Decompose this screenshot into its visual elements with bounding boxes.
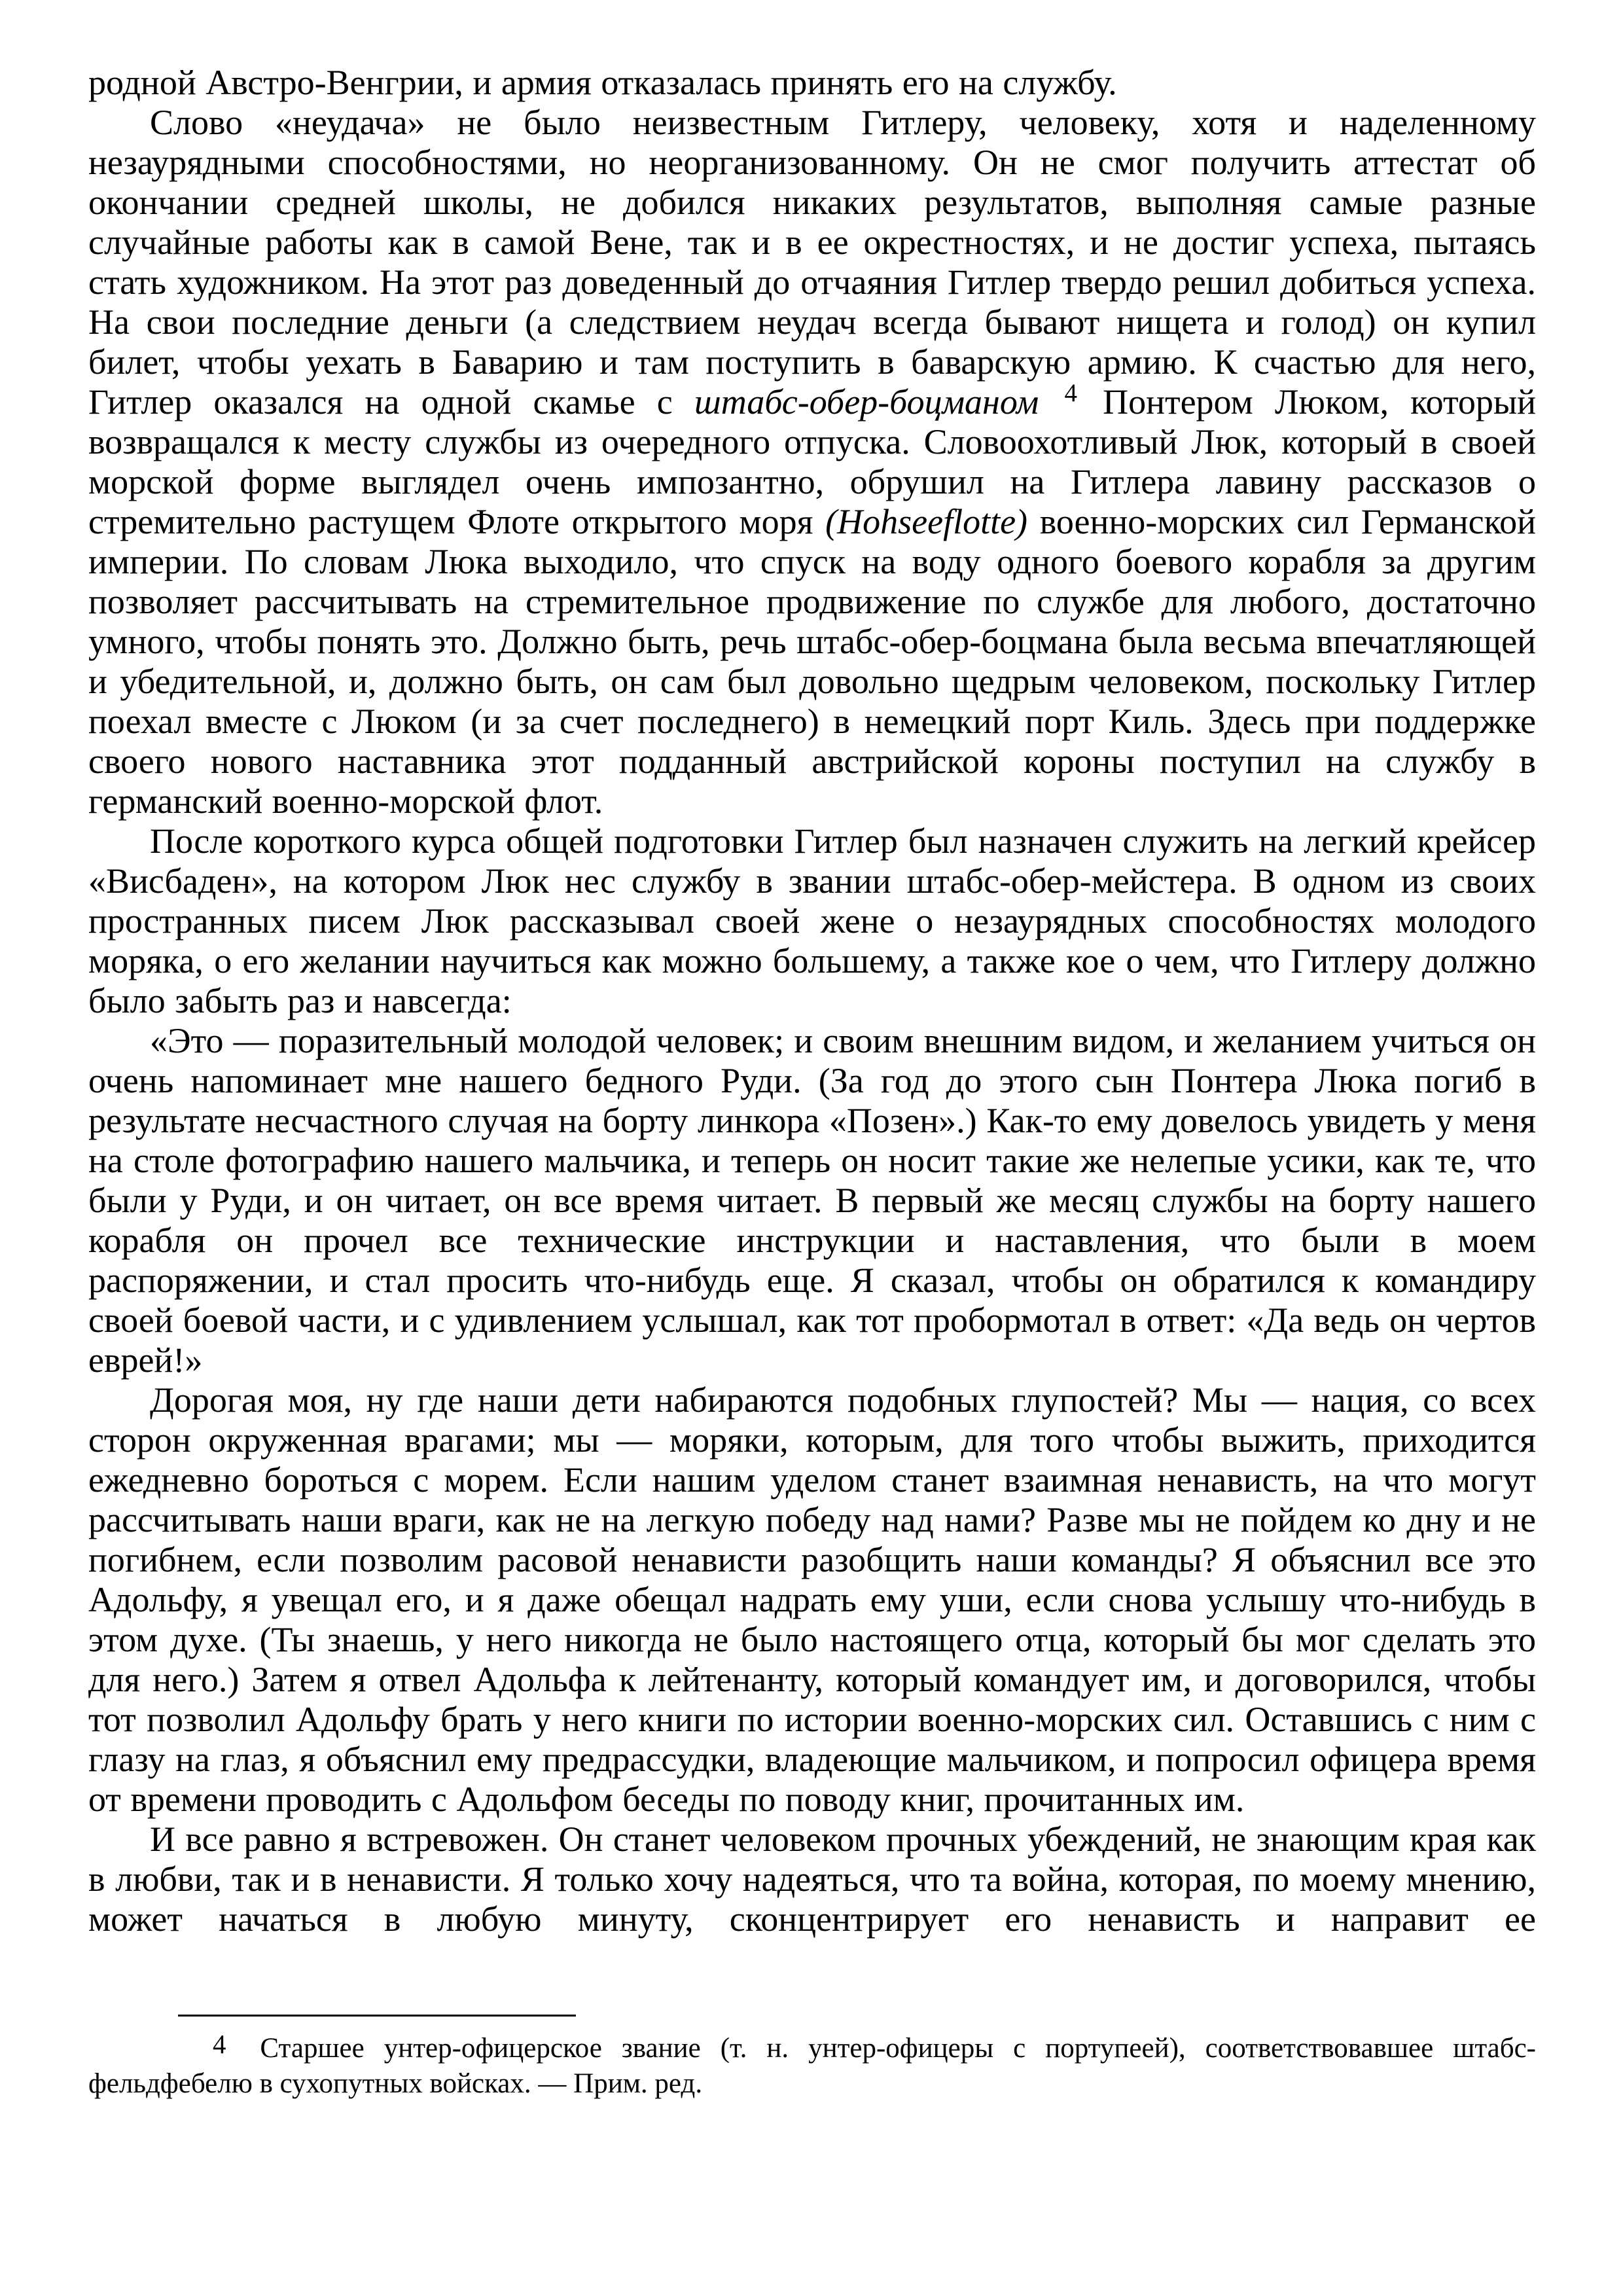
italic-run: штабс-обер-боцманом [694, 382, 1039, 422]
text-run: родной Австро-Венгрии, и армия отказалась принять его на службу. [88, 63, 1117, 102]
text-run: Дорогая моя, ну где наши дети набираются подобных глупостей? Мы — нация, со всех сторон окруженная врагами; мы — моряки, которым, для того чтобы выжить, приходится ежедневно бороться с морем. Если нашим уделом станет взаимная ненависть, на что могут рассчитывать наши враги, как не на легкую победу над нами? Разве мы не пойдем ко дну и не погибнем, если позволим расовой ненависти разобщить наши команды? Я объяснил все это Адольфу, я увещал его, и я даже обещал надрать ему уши, если снова услышу что-нибудь в этом духе. (Ты знаешь, у него никогда не было настоящего отца, который бы мог сделать это для него.) Затем я отвел Адольфа к лейтенанту, который командует им, и договорился, чтобы тот позволил Адольфу брать у него книги по истории военно-морских сил. Оставшись с ним с глазу на глаз, я объяснил ему предрассудки, владеющие мальчиком, и попросил офицера время от времени проводить с Адольфом беседы по поводу книг, прочитанных им. [88, 1380, 1536, 1819]
text-run [1039, 382, 1060, 422]
footnote-reference: 4 [1064, 379, 1077, 407]
paragraph [88, 1380, 1536, 1820]
paragraph [88, 103, 1536, 821]
paragraph [88, 63, 1536, 103]
footnote-divider [178, 2015, 576, 2017]
paragraph [88, 1021, 1536, 1380]
text-run: И все равно я встревожен. Он станет человеком прочных убеждений, не знающим края как в любви, так и в ненависти. Я только хочу надеяться, что та война, которая, по моему мнению, может начаться в любую минуту, сконцентрирует его ненависть и направит ее [88, 1820, 1536, 1939]
text-run: После короткого курса общей подготовки Гитлер был назначен служить на легкий крейсер «Висбаден», на котором Люк нес службу в звании штабс-обер-мейстера. В одном из своих пространных писем Люк рассказывал своей жене о незаурядных способностях молодого моряка, о его желании научиться как можно большему, а также кое о чем, что Гитлеру должно было забыть раз и навсегда: [88, 821, 1536, 1020]
text-run: «Это — поразительный молодой человек; и своим внешним видом, и желанием учиться он очень напоминает мне нашего бедного Руди. (За год до этого сын Понтера Люка погиб в результате несчастного случая на борту линкора «Позен».) Как-то ему довелось увидеть у меня на столе фотографию нашего мальчика, и теперь он носит такие же нелепые усики, как те, что были у Руди, и он читает, он все время читает. В первый же месяц службы на борту нашего корабля он прочел все технические инструкции и наставления, что были в моем распоряжении, и стал просить что-нибудь еще. Я сказал, чтобы он обратился к командиру своей боевой части, и с удивлением услышал, как тот пробормотал в ответ: «Да ведь он чертов еврей!» [88, 1021, 1536, 1380]
italic-run: (Hohseeflotte) [825, 502, 1028, 541]
paragraph [88, 1820, 1536, 1939]
footnote-text: Старшее унтер-офицерское звание (т. н. унтер-офицеры с портупеей), соответствовавшее штабс-фельдфебелю в сухопутных войсках. — Прим. ред. [88, 2033, 1536, 2099]
footnote [88, 2031, 1536, 2102]
text-run: военно-морских сил Германской империи. По словам Люка выходило, что спуск на воду одного боевого корабля за другим позволяет рассчитывать на стремительное продвижение по службе для любого, достаточно умного, чтобы понять это. Должно быть, речь штабс-обер-боцмана была весьма впечатляющей и убедительной, и, должно быть, он сам был довольно щедрым человеком, поскольку Гитлер поехал вместе с Люком (и за счет последнего) в немецкий порт Киль. Здесь при поддержке своего нового наставника этот подданный австрийской короны поступил на службу в германский военно-морской флот. [88, 502, 1536, 821]
text-run: Понтером Люком, который возвращался к месту службы из очередного отпуска. Словоохотливый Люк, который в своей морской форме выглядел очень импозантно, обрушил на Гитлера лавину рассказов о стремительно растущем Флоте открытого моря [88, 382, 1537, 541]
body-text [88, 63, 1536, 1939]
paragraph [88, 821, 1536, 1021]
footnote-area [88, 2015, 1536, 2102]
text-run: Слово «неудача» не было неизвестным Гитлеру, человеку, хотя и наделенному незаурядными способностями, но неорганизованному. Он не смог получить аттестат об окончании средней школы, не добился никаких результатов, выполняя самые разные случайные работы как в самой Вене, так и в ее окрестностях, и не достиг успеха, пытаясь стать художником. На этот раз доведенный до отчаяния Гитлер твердо решил добиться успеха. На свои последние деньги (а следствием неудач всегда бывают нищета и голод) он купил билет, чтобы уехать в Баварию и там поступить в баварскую армию. К счастью для него, Гитлер оказался на одной скамье с [88, 103, 1536, 422]
footnote-marker: 4 [213, 2030, 226, 2059]
